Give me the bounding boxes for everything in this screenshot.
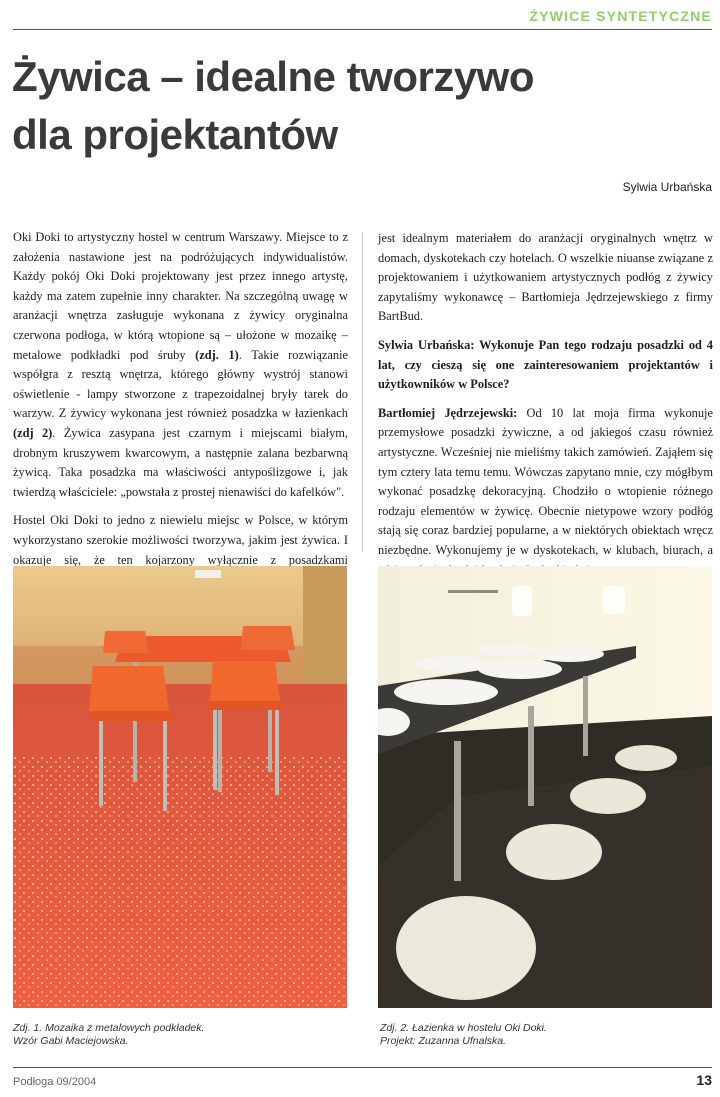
paragraph-continuation: jest idealnym materiałem do aranżacji oryginalnych wnętrz w domach, dyskotekach czy hotelach. O wszelkie niuanse związane z projektowaniem i użytkowaniem artystycznych podłóg z żywicy zapytaliśmy wykonawcę – Bartłomieja Jędrzejewskiego z firmy BartBud.: [378, 231, 713, 324]
section-label: ŻYWICE SYNTETYCZNE: [529, 8, 712, 24]
title-line-2: dla projektantów: [12, 111, 338, 158]
photo-red-resin-floor: [13, 566, 347, 1008]
photo-reference-1: (zdj. 1): [195, 347, 239, 362]
paragraph-intro: Oki Doki to artystyczny hostel w centrum Warszawy. Miejsce to z założenia nastawione jest na podróżujących indywidualistów. Każdy pokój Oki Doki projektowany jest przez innego artystę, każdy ma zatem zupełnie inny charakter. Na szczególną uwagę w aranżacji wnętrza zasługuje wykonana z żywicy oryginalna czerwona podłoga, w którą wtopione są – ułożone w mozaikę – metalowe podkładki pod śruby (zdj. 1). Takie rozwiązanie współgra z resztą wnętrza, którego główny wystrój stanowi oświetlenie - lampy stworzone z trapezoidalnej bryły tarek do warzyw. Z żywicy wykonana jest również posadzka w łazienkach (zdj 2). Żywica zasypana jest czarnym i miejscami białym, drobnym kruszywem kwarcowym, a następnie zalana bezbarwną żywicą. Taka posadzka ma właściwości antypoślizgowe i, jak twierdzą właściciele: „powstała z prostej nienawiści do kafelków".: [13, 230, 349, 499]
column-divider: [362, 232, 363, 552]
article-column-left: [13, 228, 348, 599]
page-number: 13: [696, 1072, 712, 1088]
photo-caption-2: Zdj. 2. Łazienka w hostelu Oki Doki. Projekt: Zuzanna Ufnalska.: [380, 1022, 547, 1047]
author-byline: Sylwia Urbańska: [622, 180, 712, 194]
top-divider: [13, 29, 712, 30]
bottom-divider: [13, 1067, 712, 1068]
photo-reference-2: (zdj 2): [13, 425, 53, 440]
paragraph-hostel: Hostel Oki Doki to jedno z niewielu miejsc w Polsce, w którym wykorzystano szerokie możliwości tworzywa, jakim jest żywica. I okazuje się, że ten kojarzony wyłącznie z posadzkami: [13, 513, 348, 567]
photo-bathroom-floor: [378, 566, 712, 1008]
photo-caption-1: Zdj. 1. Mozaika z metalowych podkładek. Wzór Gabi Maciejowska.: [13, 1022, 205, 1047]
answer-speaker: Bartłomiej Jędrzejewski:: [378, 405, 518, 420]
interview-question: Sylwia Urbańska: Wykonuje Pan tego rodzaju posadzki od 4 lat, czy cieszą się one zainteresowaniem projektantów i użytkowników w Polsce?: [378, 337, 713, 392]
article-title: [12, 48, 702, 164]
interview-answer: Bartłomiej Jędrzejewski: Od 10 lat moja firma wykonuje przemysłowe posadzki żywiczne, a od jakiegoś czasu również artystyczne. Wcześniej nie mieliśmy takich zamówień. Zająłem się tym cztery lata temu temu. Wówczas zapytano mnie, czy mógłbym wykonać posadzkę dekoracyjną. Chodziło o wtopienie różnego rodzaju elementów w żywicę. Obecnie nietypowe wzory podłóg stają się coraz bardziej popularne, a w niektórych obiektach wręcz niezbędne. Wykonujemy je w dyskotekach, w klubach, biurach, a: [378, 405, 713, 557]
title-line-1: Żywica – idealne tworzywo: [12, 53, 534, 100]
article-column-right: [378, 229, 713, 589]
magazine-issue: Podłoga 09/2004: [13, 1076, 97, 1088]
